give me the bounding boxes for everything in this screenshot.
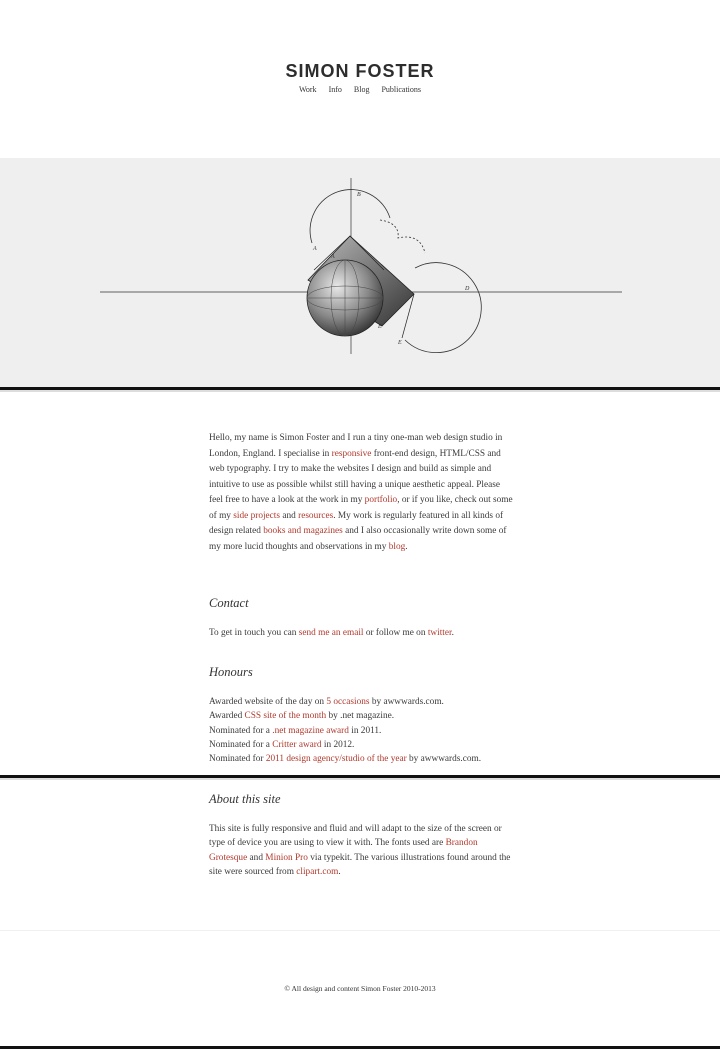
label-d: D	[465, 286, 470, 292]
responsive-link[interactable]: responsive	[331, 448, 372, 459]
label-e-prime: E'	[378, 324, 383, 330]
nav-blog[interactable]: Blog	[353, 85, 370, 94]
minion-pro-link[interactable]: Minion Pro	[265, 852, 308, 863]
about-heading: About this site	[209, 792, 281, 806]
honour-link[interactable]: 5 occasions	[326, 697, 370, 707]
geometric-engraving-illustration	[0, 158, 720, 387]
site-title[interactable]: SIMON FOSTER	[285, 61, 435, 81]
email-link[interactable]: send me an email	[298, 628, 364, 638]
label-a1: A	[313, 246, 317, 252]
honours-heading: Honours	[209, 665, 253, 679]
label-e: E	[398, 340, 402, 346]
resources-link[interactable]: resources	[298, 510, 334, 521]
nav-publications[interactable]: Publications	[381, 85, 422, 94]
section-divider	[0, 775, 720, 778]
footer-copyright: © All design and content Simon Foster 2010-2013	[284, 984, 436, 993]
honour-link[interactable]: 2011 design agency/studio of the year	[265, 754, 407, 765]
nav-info[interactable]: Info	[328, 85, 342, 94]
intro-paragraph: Hello, my name is Simon Foster and I run a tiny one-man web design studio in London, England. I specialise in responsive front-end design, HTML/CSS and web typography. I try to make the websites I design and build as simple and intuitive to use as possible whilst still having a unique aesthetic appeal. Please feel free to have a look at the work in my portfolio, or if you like, check out some of my side projects and resources. My work is regularly featured in all kinds of design related books and magazines and I also occasionally write down some of my more lucid thoughts and observations in my blog.	[209, 433, 513, 552]
footer-rule	[0, 930, 720, 931]
honour-item: Nominated for a Critter award in 2012.	[209, 739, 355, 750]
books-magazines-link[interactable]: books and magazines	[263, 526, 343, 536]
clipart-link[interactable]: clipart.com	[296, 866, 339, 877]
honour-item: Nominated for a .net magazine award in 2011.	[209, 725, 382, 736]
honours-list	[209, 695, 514, 766]
site-header	[0, 0, 720, 158]
bottom-bar	[0, 1046, 720, 1049]
contact-paragraph: To get in touch you can send me an email or follow me on twitter.	[209, 628, 454, 638]
nav-work[interactable]: Work	[298, 85, 317, 94]
honour-item: Awarded website of the day on 5 occasions by awwwards.com.	[209, 697, 444, 707]
label-a2: A	[331, 254, 335, 260]
contact-heading: Contact	[209, 596, 249, 610]
honour-link[interactable]: CSS site of the month	[244, 711, 327, 722]
honour-link[interactable]: .net magazine award	[272, 725, 349, 736]
about-paragraph: This site is fully responsive and fluid and will adapt to the size of the screen or type of device you are using to view it with. The fonts used are Brandon Grotesque and Minion Pro via typekit. The various illustrations found around the site were sourced from clipart.com.	[209, 824, 511, 877]
twitter-link[interactable]: twitter	[427, 628, 452, 638]
label-b: B	[357, 192, 361, 198]
side-projects-link[interactable]: side projects	[233, 510, 281, 521]
honour-link[interactable]: Critter award	[272, 739, 322, 750]
honour-item: Awarded CSS site of the month by .net magazine.	[209, 711, 395, 722]
honour-item: Nominated for 2011 design agency/studio of the year by awwwards.com.	[209, 754, 482, 765]
portfolio-link[interactable]: portfolio	[364, 495, 398, 505]
blog-link[interactable]: blog	[388, 541, 406, 552]
brandon-grotesque-link[interactable]: Brandon Grotesque	[209, 838, 478, 863]
hero-illustration	[0, 158, 720, 390]
main-nav	[0, 85, 720, 94]
